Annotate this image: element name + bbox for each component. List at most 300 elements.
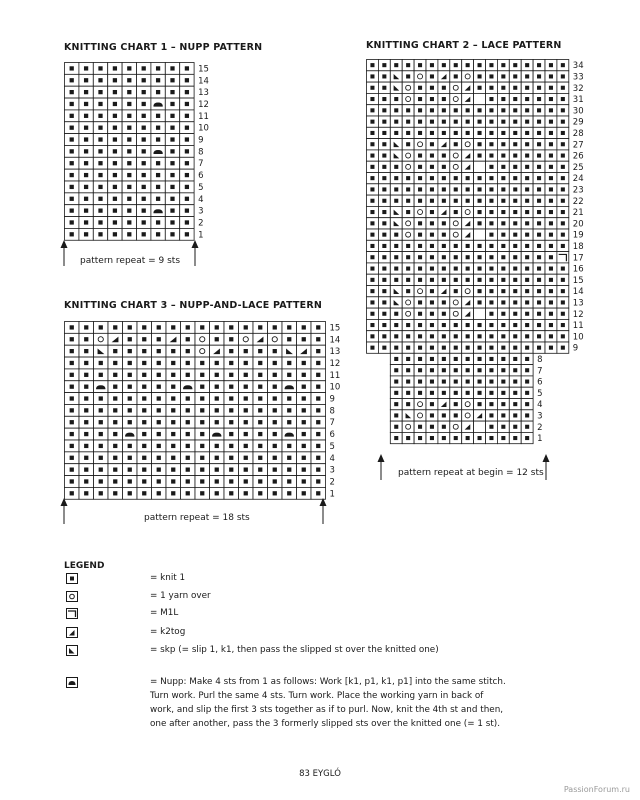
knit-cell (239, 381, 254, 393)
nupp-cell (282, 428, 297, 440)
knit-cell (180, 122, 194, 134)
knit-cell (402, 127, 414, 138)
knit-cell (239, 476, 254, 488)
knit-cell (450, 263, 462, 274)
knit-cell (497, 229, 509, 240)
k2tog-cell (462, 229, 474, 240)
knit-cell (509, 410, 521, 421)
knit-cell (367, 60, 379, 71)
knit-cell (450, 195, 462, 206)
knit-cell (545, 308, 557, 319)
knit-cell (311, 476, 326, 488)
knit-cell (497, 252, 509, 263)
knit-cell (268, 487, 283, 499)
knit-cell (166, 404, 181, 416)
row-number: 4 (329, 453, 335, 464)
knit-cell (521, 274, 533, 285)
knit-cell (521, 365, 533, 376)
knit-cell (557, 161, 569, 172)
knit-cell (268, 381, 283, 393)
knit-cell (402, 116, 414, 127)
knit-cell (402, 274, 414, 285)
knit-cell (108, 228, 122, 240)
knit-cell (521, 229, 533, 240)
knit-cell (122, 110, 136, 122)
knit-cell (180, 74, 194, 86)
knit-cell (390, 116, 402, 127)
knit-cell (509, 105, 521, 116)
chart3-grid (64, 321, 354, 501)
knit-cell (367, 286, 379, 297)
knit-cell (181, 416, 196, 428)
knit-cell (557, 229, 569, 240)
knit-cell (137, 63, 151, 75)
knit-cell (79, 205, 93, 217)
knit-cell (426, 184, 438, 195)
knit-cell (545, 127, 557, 138)
knit-cell (166, 428, 181, 440)
knit-cell (282, 369, 297, 381)
knit-cell (545, 297, 557, 308)
knit-cell (367, 308, 379, 319)
knit-cell (108, 452, 123, 464)
knit-cell (65, 404, 80, 416)
knit-cell (108, 369, 123, 381)
knit-cell (509, 286, 521, 297)
knit-cell (474, 252, 486, 263)
knit-cell (426, 240, 438, 251)
knit-cell (557, 263, 569, 274)
knit-cell (165, 98, 179, 110)
knit-cell (367, 218, 379, 229)
knit-cell (210, 393, 225, 405)
knit-cell (497, 263, 509, 274)
knit-cell (378, 342, 390, 353)
row-number: 12 (329, 358, 341, 369)
knit-cell (450, 331, 462, 342)
knit-cell (426, 331, 438, 342)
knit-cell (438, 105, 450, 116)
knit-cell (253, 440, 268, 452)
knit-cell (557, 240, 569, 251)
knit-cell (79, 452, 94, 464)
knit-cell (367, 274, 379, 285)
knit-cell (521, 127, 533, 138)
knit-cell (122, 122, 136, 134)
knit-cell (414, 376, 426, 387)
knit-cell (108, 134, 122, 146)
knit-cell (438, 353, 450, 364)
knit-cell (402, 71, 414, 82)
knit-cell (137, 404, 152, 416)
knit-cell (224, 416, 239, 428)
knit-cell (108, 122, 122, 134)
knit-cell (533, 127, 545, 138)
knit-cell (108, 487, 123, 499)
knit-cell (311, 440, 326, 452)
knit-cell (253, 369, 268, 381)
knit-cell (557, 82, 569, 93)
knit-cell (367, 82, 379, 93)
row-number: 2 (198, 218, 204, 229)
knit-cell (65, 345, 80, 357)
knit-cell (152, 381, 167, 393)
knit-cell (378, 71, 390, 82)
knit-cell (65, 181, 79, 193)
knit-cell (65, 193, 79, 205)
knit-cell (533, 252, 545, 263)
row-number: 13 (329, 347, 341, 358)
knit-cell (93, 110, 107, 122)
yarn-over-cell (450, 297, 462, 308)
knit-cell (521, 184, 533, 195)
knit-cell (521, 308, 533, 319)
knit-cell (497, 105, 509, 116)
knit-cell (253, 476, 268, 488)
knit-cell (509, 399, 521, 410)
knit-cell (486, 286, 498, 297)
knit-cell (122, 63, 136, 75)
knit-cell (509, 127, 521, 138)
knit-cell (297, 393, 312, 405)
knit-cell (195, 428, 210, 440)
knit-cell (509, 308, 521, 319)
knit-cell (450, 365, 462, 376)
knit-cell (557, 297, 569, 308)
knit-cell (497, 410, 509, 421)
knit-cell (122, 169, 136, 181)
knit-cell (253, 428, 268, 440)
knit-cell (414, 387, 426, 398)
knit-cell (79, 169, 93, 181)
knit-cell (474, 365, 486, 376)
knit-cell (165, 86, 179, 98)
knit-cell (137, 74, 151, 86)
knit-cell (497, 274, 509, 285)
knit-symbol-icon (66, 573, 78, 584)
nupp-cell (123, 428, 138, 440)
knit-cell (474, 105, 486, 116)
knit-cell (123, 464, 138, 476)
yarn-over-cell (402, 161, 414, 172)
knit-cell (122, 145, 136, 157)
row-number: 12 (198, 99, 209, 110)
knit-cell (402, 399, 414, 410)
yarn-over-cell (402, 93, 414, 104)
knit-cell (390, 127, 402, 138)
row-number: 34 (572, 61, 584, 72)
knit-cell (521, 399, 533, 410)
knit-cell (438, 421, 450, 432)
knit-cell (378, 297, 390, 308)
knit-cell (166, 476, 181, 488)
k2tog-cell (462, 308, 474, 319)
knit-cell (497, 308, 509, 319)
knit-cell (151, 134, 165, 146)
knit-cell (79, 487, 94, 499)
knit-cell (94, 440, 109, 452)
knit-cell (497, 127, 509, 138)
knit-cell (462, 387, 474, 398)
knit-cell (414, 308, 426, 319)
knit-cell (123, 404, 138, 416)
knit-cell (450, 376, 462, 387)
knit-cell (367, 127, 379, 138)
knit-cell (137, 98, 151, 110)
knit-cell (253, 404, 268, 416)
row-number: 13 (572, 298, 584, 309)
knit-cell (181, 452, 196, 464)
knit-cell (108, 63, 122, 75)
yarn-over-cell (450, 161, 462, 172)
knit-cell (93, 181, 107, 193)
knit-cell (195, 404, 210, 416)
knit-cell (151, 74, 165, 86)
knit-cell (165, 134, 179, 146)
row-number: 4 (537, 400, 543, 411)
k2tog-symbol-icon (66, 627, 78, 638)
knit-cell (79, 404, 94, 416)
knit-cell (486, 432, 498, 443)
knit-cell (210, 452, 225, 464)
knit-cell (557, 116, 569, 127)
knit-cell (108, 193, 122, 205)
knit-cell (239, 452, 254, 464)
row-number: 10 (198, 123, 209, 134)
knit-cell (282, 416, 297, 428)
knit-cell (497, 319, 509, 330)
k2tog-cell (438, 71, 450, 82)
knit-cell (438, 274, 450, 285)
knit-cell (79, 98, 93, 110)
knit-cell (450, 252, 462, 263)
knit-cell (282, 487, 297, 499)
knit-cell (79, 369, 94, 381)
knit-cell (390, 365, 402, 376)
knit-cell (93, 157, 107, 169)
knit-cell (497, 60, 509, 71)
knit-cell (123, 345, 138, 357)
knit-cell (521, 105, 533, 116)
knit-cell (93, 228, 107, 240)
knit-cell (180, 181, 194, 193)
knit-cell (474, 195, 486, 206)
knit-cell (486, 60, 498, 71)
knit-cell (65, 74, 79, 86)
knit-cell (311, 357, 326, 369)
knit-cell (108, 476, 123, 488)
knit-cell (282, 476, 297, 488)
knit-cell (521, 139, 533, 150)
row-number: 2 (537, 422, 543, 433)
knit-cell (533, 82, 545, 93)
knit-cell (122, 134, 136, 146)
chart2-title: KNITTING CHART 2 – LACE PATTERN (366, 40, 562, 51)
knit-cell (195, 416, 210, 428)
row-number: 3 (537, 411, 543, 422)
knit-cell (65, 98, 79, 110)
knit-cell (545, 218, 557, 229)
knit-cell (414, 252, 426, 263)
knit-cell (239, 369, 254, 381)
yarn-over-cell (94, 333, 109, 345)
knit-cell (557, 286, 569, 297)
knit-cell (224, 357, 239, 369)
knit-cell (79, 145, 93, 157)
knit-cell (224, 404, 239, 416)
knit-cell (152, 404, 167, 416)
knit-cell (367, 319, 379, 330)
row-number: 1 (198, 230, 204, 241)
empty-cell (474, 93, 486, 104)
knit-cell (195, 393, 210, 405)
knit-cell (438, 365, 450, 376)
knit-cell (414, 331, 426, 342)
knit-cell (151, 86, 165, 98)
knit-cell (474, 71, 486, 82)
knit-cell (311, 404, 326, 416)
knit-cell (79, 357, 94, 369)
knit-cell (378, 240, 390, 251)
knit-cell (426, 432, 438, 443)
nupp-cell (210, 428, 225, 440)
row-number: 14 (198, 76, 209, 87)
knit-cell (462, 173, 474, 184)
knit-cell (533, 308, 545, 319)
knit-cell (545, 274, 557, 285)
knit-cell (450, 127, 462, 138)
knit-cell (65, 357, 80, 369)
knit-cell (474, 274, 486, 285)
knit-cell (79, 74, 93, 86)
knit-cell (557, 195, 569, 206)
yarn-over-cell (414, 286, 426, 297)
k2tog-cell (438, 139, 450, 150)
knit-cell (123, 369, 138, 381)
knit-cell (390, 410, 402, 421)
knit-cell (224, 452, 239, 464)
row-number: 28 (572, 128, 584, 139)
knit-cell (474, 184, 486, 195)
knit-cell (268, 357, 283, 369)
knit-cell (545, 342, 557, 353)
knit-cell (93, 74, 107, 86)
knit-cell (367, 116, 379, 127)
knit-cell (486, 116, 498, 127)
knit-cell (65, 322, 80, 334)
row-number: 9 (329, 394, 335, 405)
knit-cell (486, 342, 498, 353)
knit-cell (509, 331, 521, 342)
knit-cell (390, 274, 402, 285)
knit-cell (367, 195, 379, 206)
knit-cell (402, 286, 414, 297)
knit-cell (224, 345, 239, 357)
skp-cell (390, 139, 402, 150)
knit-cell (65, 416, 80, 428)
knit-cell (151, 181, 165, 193)
yarn-over-cell (402, 421, 414, 432)
knit-cell (390, 184, 402, 195)
knit-cell (414, 274, 426, 285)
knit-cell (545, 229, 557, 240)
knit-cell (474, 376, 486, 387)
knit-cell (137, 122, 151, 134)
knit-cell (414, 263, 426, 274)
knit-cell (137, 134, 151, 146)
knit-cell (181, 333, 196, 345)
knit-cell (438, 60, 450, 71)
knit-cell (462, 274, 474, 285)
knit-cell (297, 452, 312, 464)
knit-cell (152, 416, 167, 428)
knit-cell (165, 205, 179, 217)
knit-cell (486, 93, 498, 104)
knit-cell (282, 452, 297, 464)
knit-cell (533, 297, 545, 308)
skp-cell (282, 345, 297, 357)
knit-cell (108, 181, 122, 193)
knit-cell (79, 217, 93, 229)
knit-cell (486, 319, 498, 330)
knit-cell (509, 240, 521, 251)
row-number: 5 (537, 388, 543, 399)
knit-cell (65, 228, 79, 240)
knit-cell (195, 369, 210, 381)
knit-cell (438, 93, 450, 104)
knit-cell (268, 428, 283, 440)
knit-cell (268, 369, 283, 381)
knit-cell (79, 228, 93, 240)
empty-cell (474, 421, 486, 432)
knit-cell (210, 416, 225, 428)
knit-cell (462, 240, 474, 251)
row-number: 26 (572, 151, 584, 162)
knit-cell (497, 286, 509, 297)
knit-cell (79, 122, 93, 134)
knit-cell (414, 342, 426, 353)
knit-cell (65, 134, 79, 146)
knit-cell (180, 98, 194, 110)
yarn-over-cell (402, 82, 414, 93)
row-number: 13 (198, 88, 209, 99)
knit-cell (402, 319, 414, 330)
row-number: 16 (572, 264, 584, 275)
knit-cell (65, 110, 79, 122)
knit-cell (497, 297, 509, 308)
row-number: 1 (329, 489, 335, 500)
knit-cell (195, 476, 210, 488)
knit-cell (533, 116, 545, 127)
knit-cell (414, 105, 426, 116)
knit-cell (521, 240, 533, 251)
knit-cell (402, 331, 414, 342)
knit-cell (390, 432, 402, 443)
row-number: 11 (572, 321, 584, 332)
knit-cell (239, 322, 254, 334)
knit-cell (79, 322, 94, 334)
knit-cell (450, 116, 462, 127)
knit-cell (557, 331, 569, 342)
knit-cell (390, 308, 402, 319)
knit-cell (521, 218, 533, 229)
yarn-over-cell (402, 297, 414, 308)
knit-cell (195, 452, 210, 464)
knit-cell (390, 387, 402, 398)
knit-cell (378, 60, 390, 71)
row-number: 20 (572, 219, 584, 230)
yarn-over-cell (402, 229, 414, 240)
